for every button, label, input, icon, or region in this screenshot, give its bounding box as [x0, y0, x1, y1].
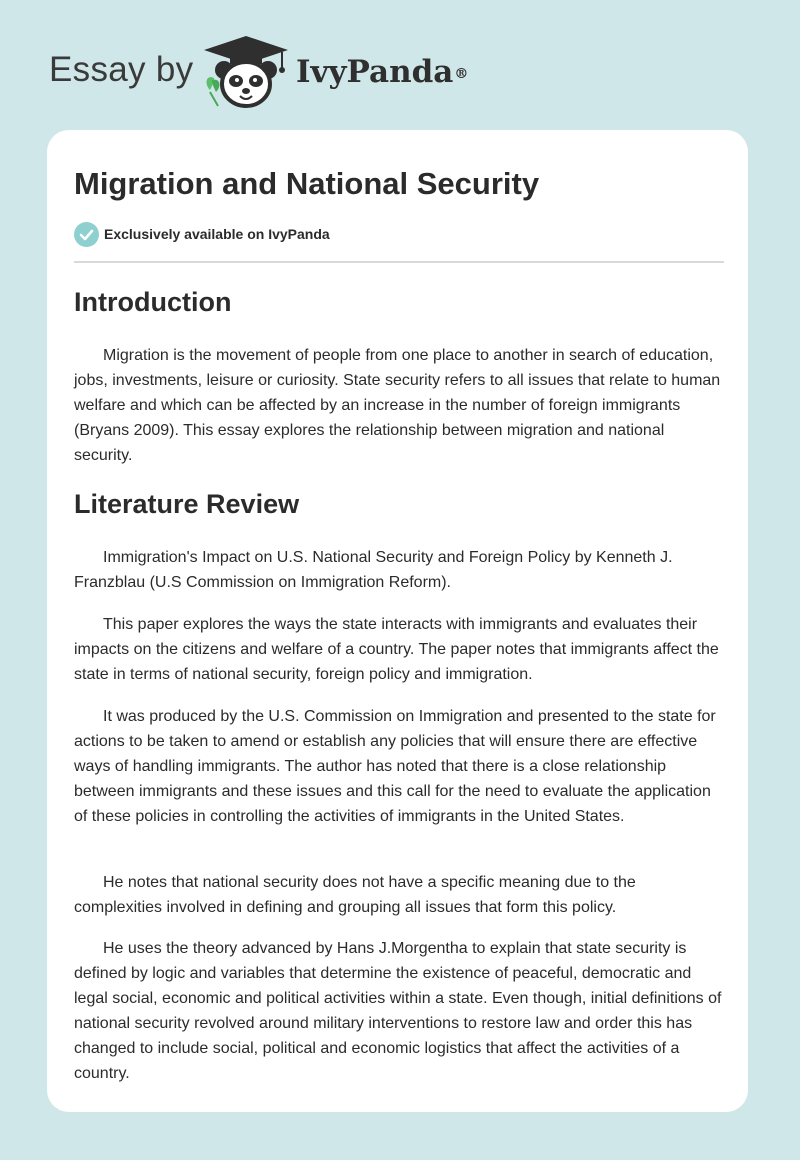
section-heading-introduction: Introduction: [74, 287, 232, 317]
registered-mark: ®: [454, 66, 469, 82]
page-title: Migration and National Security: [74, 166, 540, 201]
check-circle-icon: [74, 222, 99, 247]
paragraph: This paper explores the ways the state interacts with immigrants and evaluates their impacts on the citizens and welfare of a country. The paper notes that immigrants affect the state in terms of national security, foreign policy and immigration.: [74, 616, 719, 683]
exclusive-badge: [74, 221, 330, 247]
panda-graduate-logo-icon[interactable]: [200, 34, 292, 110]
exclusive-badge-label: Exclusively available on IvyPanda: [104, 226, 330, 242]
brand-name[interactable]: [296, 52, 468, 92]
essay-card: [47, 130, 748, 1112]
paragraph: Migration is the movement of people from one place to another in search of education, jobs, investments, leisure or curiosity. State security refers to all issues that relate to human welfare and which can be affected by an increase in the number of foreign immigrants (Bryans 2009). This essay explores the relationship between migration and national security.: [74, 347, 721, 464]
site-header: [0, 0, 800, 130]
essay-by-label: Essay by: [49, 50, 194, 89]
paragraph: He uses the theory advanced by Hans J.Morgentha to explain that state security is defined by logic and variables that determine the existence of peaceful, democratic and legal social, economic and political activities within a state. Even though, initial definitions of national security revolved around military interventions to restore law and order this has changed to include social, political and economic logistics that affect the activities of a country.: [74, 940, 722, 1082]
paragraph: He notes that national security does not have a specific meaning due to the complexities involved in defining and grouping all issues that form this policy.: [74, 874, 636, 916]
divider: [74, 261, 724, 263]
paragraph: Immigration's Impact on U.S. National Security and Foreign Policy by Kenneth J. Franzblau (U.S Commission on Immigration Reform).: [74, 549, 673, 591]
paragraph: It was produced by the U.S. Commission on Immigration and presented to the state for actions to be taken to amend or establish any policies that will ensure there are effective ways of handling immigrants. The author has noted that there is a close relationship between immigrants and these issues and this call for the need to evaluate the application of these policies in controlling the activities of immigrants in the United States.: [74, 708, 716, 825]
section-heading-literature-review: Literature Review: [74, 489, 300, 519]
brand-text: IvyPanda: [296, 54, 454, 90]
